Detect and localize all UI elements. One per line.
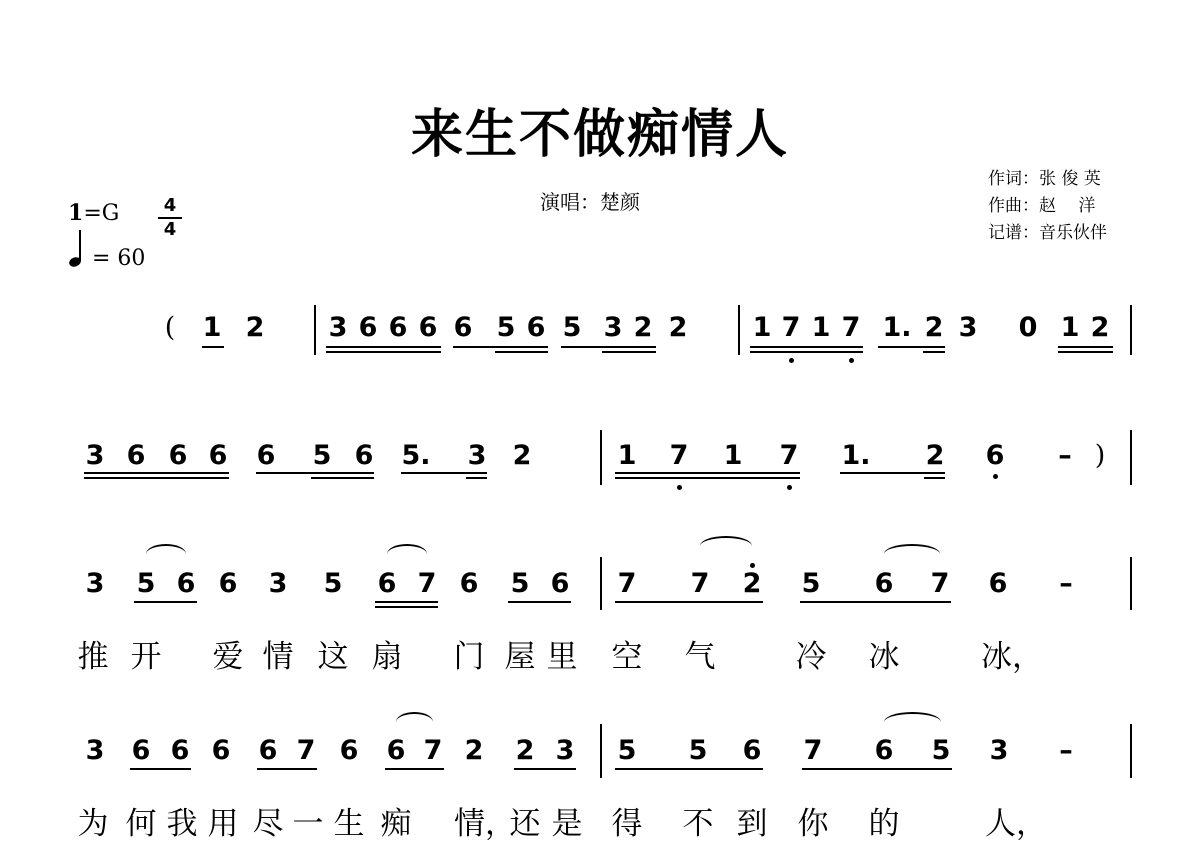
lyric-char: 痴 <box>380 806 412 842</box>
time-signature-top: 4 <box>163 195 177 216</box>
note: 2 <box>633 312 653 343</box>
lower-octave-dot <box>849 358 854 363</box>
note: 3 <box>989 735 1009 766</box>
note: 2 <box>668 312 688 343</box>
barline <box>738 305 740 355</box>
lyric-char: 冰 <box>868 639 900 675</box>
note: 3 <box>328 312 348 343</box>
beam-line <box>615 601 763 603</box>
note: 6 <box>208 440 228 471</box>
note: 5 <box>617 735 637 766</box>
barline <box>600 557 602 610</box>
note: 5. <box>401 440 431 471</box>
lower-octave-dot <box>789 358 794 363</box>
slur <box>387 544 427 554</box>
credits-block <box>988 166 1107 247</box>
note: 7 <box>617 568 637 599</box>
note: 6 <box>377 568 397 599</box>
note: 5 <box>801 568 821 599</box>
note: 6 <box>453 312 473 343</box>
beam-line <box>750 346 863 348</box>
beam-line <box>202 346 224 348</box>
lyric-char: 情， <box>454 806 516 842</box>
slur <box>396 712 433 722</box>
note: ) <box>1094 440 1106 471</box>
note: 5 <box>136 568 156 599</box>
lyricist-credit: 作词：张 俊 英 <box>988 169 1101 189</box>
barline <box>1130 724 1132 778</box>
quarter-note-icon <box>68 228 82 268</box>
lyric-char: 到 <box>736 806 768 842</box>
beam-line <box>615 472 800 474</box>
note: 7 <box>930 568 950 599</box>
beam-line <box>878 346 945 348</box>
lyric-char: 扇 <box>371 639 403 675</box>
note: – <box>1059 735 1073 766</box>
note: 2 <box>1090 312 1110 343</box>
key-signature <box>68 200 119 226</box>
note: 3 <box>467 440 487 471</box>
lyric-char: 推 <box>77 639 109 675</box>
slur <box>700 536 752 546</box>
note: 3 <box>268 568 288 599</box>
slur <box>146 544 186 554</box>
note: 7 <box>296 735 316 766</box>
beam-line <box>561 346 656 348</box>
beam-line <box>495 351 548 353</box>
beam-line <box>514 768 576 770</box>
composer-credit: 作曲：赵 洋 <box>988 196 1096 216</box>
lyric-char: 里 <box>546 639 578 675</box>
beam-line <box>602 351 656 353</box>
lower-octave-dot <box>787 485 792 490</box>
note: 6 <box>526 312 546 343</box>
key-name: =G <box>83 201 120 226</box>
note: 6 <box>176 568 196 599</box>
lyric-char: 我 <box>166 806 198 842</box>
note: 7 <box>423 735 443 766</box>
lyric-char: 这 <box>317 639 349 675</box>
time-signature-bottom: 4 <box>163 219 177 240</box>
note: 3 <box>958 312 978 343</box>
note: ( <box>164 312 176 343</box>
note: 3 <box>85 735 105 766</box>
note: 3 <box>555 735 575 766</box>
beam-line <box>257 768 317 770</box>
beam-line <box>750 351 863 353</box>
beam-line <box>401 472 487 474</box>
beam-line <box>615 768 763 770</box>
beam-line <box>800 601 951 603</box>
note: 1 <box>752 312 772 343</box>
note: 5 <box>562 312 582 343</box>
beam-line <box>802 768 952 770</box>
note: 5 <box>510 568 530 599</box>
beam-line <box>1058 351 1113 353</box>
beam-line <box>326 346 441 348</box>
note: 6 <box>418 312 438 343</box>
lyric-char: 何 <box>125 806 157 842</box>
barline <box>1130 305 1132 355</box>
note: 6 <box>218 568 238 599</box>
note: 5 <box>931 735 951 766</box>
note: 1 <box>202 312 222 343</box>
song-title: 来生不做痴情人 <box>410 104 789 165</box>
note: 1 <box>723 440 743 471</box>
note: 7 <box>841 312 861 343</box>
lyric-char: 生 <box>333 806 365 842</box>
beam-line <box>615 477 800 479</box>
note: 6 <box>170 735 190 766</box>
note: 6 <box>258 735 278 766</box>
barline <box>600 430 602 485</box>
note: 7 <box>803 735 823 766</box>
note: 1 <box>1060 312 1080 343</box>
note: 6 <box>874 568 894 599</box>
note: 1 <box>811 312 831 343</box>
lyric-char: 的 <box>868 806 900 842</box>
note: 6 <box>988 568 1008 599</box>
beam-line <box>508 601 571 603</box>
lyric-char: 情 <box>262 639 294 675</box>
note: 2 <box>925 440 945 471</box>
transcriber-credit: 记谱：音乐伙伴 <box>988 223 1107 243</box>
note: 3 <box>85 568 105 599</box>
performer-credit: 演唱：楚颜 <box>540 190 640 214</box>
note: 6 <box>354 440 374 471</box>
note: 7 <box>779 440 799 471</box>
note: 6 <box>550 568 570 599</box>
note: 2 <box>245 312 265 343</box>
note: 7 <box>781 312 801 343</box>
lyric-char: 开 <box>130 639 162 675</box>
lyric-char: 门 <box>453 639 485 675</box>
beam-line <box>924 477 945 479</box>
beam-line <box>84 477 229 479</box>
note: 6 <box>211 735 231 766</box>
note: 1. <box>882 312 912 343</box>
note: 6 <box>339 735 359 766</box>
beam-line <box>840 472 945 474</box>
lyric-char: 还 <box>509 806 541 842</box>
barline <box>1130 557 1132 610</box>
lyric-char: 你 <box>797 806 829 842</box>
note: 3 <box>85 440 105 471</box>
lyric-char: 不 <box>682 806 714 842</box>
slur <box>884 544 940 554</box>
beam-line <box>1058 346 1113 348</box>
note: 1. <box>841 440 871 471</box>
key-tonic: 1 <box>68 200 84 226</box>
lyric-char: 得 <box>611 806 643 842</box>
lyric-char: 屋 <box>504 639 536 675</box>
note: 6 <box>131 735 151 766</box>
note: 2 <box>464 735 484 766</box>
note: 0 <box>1018 312 1038 343</box>
note: 5 <box>323 568 343 599</box>
beam-line <box>385 768 444 770</box>
note: 3 <box>603 312 623 343</box>
note: – <box>1059 568 1073 599</box>
note: 7 <box>669 440 689 471</box>
lyric-char: 人， <box>985 806 1047 842</box>
beam-line <box>923 351 945 353</box>
lyric-char: 冰， <box>981 639 1043 675</box>
tempo-marking: = 60 <box>92 246 146 271</box>
note: 7 <box>417 568 437 599</box>
lyric-char: 空 <box>611 639 643 675</box>
lower-octave-dot <box>677 485 682 490</box>
lyric-char: 用 <box>207 806 239 842</box>
lyric-char: 是 <box>551 806 583 842</box>
beam-line <box>453 346 548 348</box>
beam-line <box>130 768 191 770</box>
note: 6 <box>358 312 378 343</box>
note: 5 <box>496 312 516 343</box>
note: – <box>1058 440 1072 471</box>
note: 6 <box>386 735 406 766</box>
note: 7 <box>690 568 710 599</box>
lyric-char: 爱 <box>212 639 244 675</box>
slur <box>884 712 941 722</box>
lyric-char: 气 <box>684 639 716 675</box>
note: 6 <box>742 735 762 766</box>
note: 5 <box>312 440 332 471</box>
lyric-char: 为 <box>77 806 109 842</box>
time-signature <box>158 196 182 240</box>
barline <box>600 724 602 778</box>
note: 6 <box>874 735 894 766</box>
note: 5 <box>688 735 708 766</box>
beam-line <box>375 601 438 603</box>
beam-line <box>466 477 487 479</box>
note: 6 <box>985 440 1005 471</box>
note: 2 <box>515 735 535 766</box>
note: 2 <box>924 312 944 343</box>
lyric-char: 一 <box>292 806 324 842</box>
barline <box>314 305 316 355</box>
note: 1 <box>617 440 637 471</box>
note: 6 <box>459 568 479 599</box>
note: 2 <box>512 440 532 471</box>
beam-line <box>84 472 229 474</box>
beam-line <box>256 472 374 474</box>
note: 2 <box>742 568 762 599</box>
note: 6 <box>168 440 188 471</box>
lower-octave-dot <box>993 474 998 479</box>
beam-line <box>326 351 441 353</box>
note: 6 <box>256 440 276 471</box>
lyric-char: 冷 <box>795 639 827 675</box>
note: 6 <box>126 440 146 471</box>
beam-line <box>311 477 374 479</box>
lyric-char: 尽 <box>252 806 284 842</box>
note: 6 <box>388 312 408 343</box>
beam-line <box>134 601 197 603</box>
barline <box>1130 430 1132 485</box>
beam-line <box>375 606 438 608</box>
